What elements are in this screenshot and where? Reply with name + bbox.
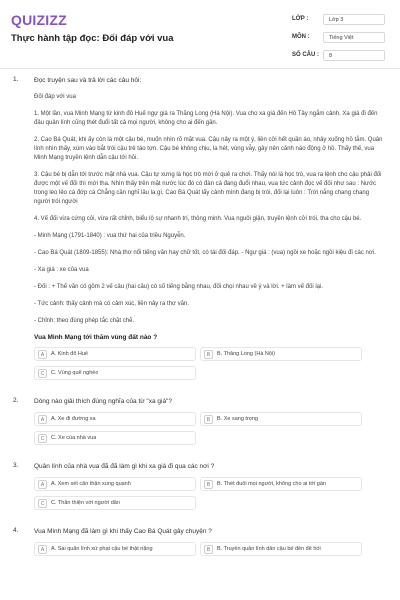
option-letter-badge: B bbox=[204, 415, 213, 424]
option-letter-badge: C bbox=[38, 369, 47, 378]
questions-list bbox=[0, 76, 400, 561]
answer-option-a[interactable] bbox=[34, 477, 196, 491]
meta-label: SỐ CÂU : bbox=[292, 52, 319, 58]
option-letter-badge: B bbox=[204, 545, 213, 554]
option-letter-badge: A bbox=[38, 480, 47, 489]
answer-option-a[interactable] bbox=[34, 412, 196, 426]
question-3 bbox=[0, 462, 400, 515]
answer-option-c[interactable] bbox=[34, 431, 196, 445]
meta-row-count bbox=[292, 47, 392, 63]
worksheet-header bbox=[0, 0, 400, 69]
question-4 bbox=[0, 527, 400, 561]
meta-value-subject: Tiếng Việt bbox=[323, 32, 385, 43]
option-text: B. Thăng Long (Hà Nội) bbox=[217, 351, 275, 357]
meta-label: LỚP : bbox=[292, 16, 309, 22]
answer-options bbox=[34, 347, 386, 385]
glossary-item: - Minh Mạng (1791-1840) : vua thứ hai của triều Nguyễn. bbox=[34, 233, 186, 239]
question-prompt: Vua Minh Mạng tới thăm vùng đất nào ? bbox=[34, 334, 158, 341]
meta-label: MÔN : bbox=[292, 34, 310, 40]
glossary-item: - Tức cảnh: thấy cảnh mà có cảm xúc, liền nảy ra thơ văn. bbox=[34, 301, 189, 307]
question-text: Dòng nào giải thích đúng nghĩa của từ "xa giá"? bbox=[34, 398, 172, 405]
answer-option-b[interactable] bbox=[200, 347, 362, 361]
question-number: 1. bbox=[13, 76, 19, 83]
option-text: B. Truyền quân lính dẫn cậu bé đến để hỏi bbox=[217, 546, 321, 552]
passage-paragraph: 1. Một lần, vua Minh Mạng từ kinh đô Huế ngự giá ra Thăng Long (Hà Nội). Vua cho xa giá đến Hồ Tây ngắm cảnh. Xa giá đi đến đâu quân lính cũng thét đuổi tất cả mọi người, không cho ai đến gần. bbox=[34, 111, 378, 126]
option-letter-badge: A bbox=[38, 415, 47, 424]
meta-value-grade: Lớp 3 bbox=[323, 14, 385, 25]
question-text: Quân lính của nhà vua đã đã làm gì khi xa giá đi qua các nơi ? bbox=[34, 463, 215, 470]
question-1 bbox=[0, 76, 400, 385]
answer-option-b[interactable] bbox=[200, 412, 362, 426]
quizizz-logo: QUIZIZZ bbox=[11, 12, 67, 28]
question-text: Đọc truyện sau và trả lời các câu hỏi: bbox=[34, 77, 142, 84]
option-text: C. Xe của nhà vua bbox=[51, 435, 97, 441]
meta-value-count: 8 bbox=[323, 50, 385, 61]
option-text: C. Vùng quê nghèo bbox=[51, 370, 99, 376]
glossary-item: - Xa giá : xe của vua bbox=[34, 267, 89, 273]
passage-title: Đối đáp với vua bbox=[34, 94, 76, 100]
answer-option-a[interactable] bbox=[34, 542, 196, 556]
option-text: C. Thân thiện với người dân bbox=[51, 500, 120, 506]
question-number: 2. bbox=[13, 397, 19, 404]
option-letter-badge: A bbox=[38, 350, 47, 359]
question-text: Vua Minh Mạng đã làm gì khi thấy Cao Bá Quát gây chuyện ? bbox=[34, 528, 212, 535]
glossary-item: - Cao Bá Quát (1809-1855): Nhà thơ nổi tiếng văn hay chữ tốt, có tài đối đáp. - Ngự giá : (vua) ngồi xe hoặc ngồi kiệu đi các nơi. bbox=[34, 250, 376, 256]
question-2 bbox=[0, 397, 400, 450]
passage-paragraph: 2. Cao Bá Quát, khi ấy còn là một cậu bé, muốn nhìn rõ mặt vua. Cậu nảy ra một ý, liền cởi hết quần áo, nhảy xuống hồ tắm. Quân lính nhìn thấy, xúm vào bắt trói cậu trẻ táo tợn. Cậu bé không chịu, la hét, vùng vẫy, gây nên cảnh náo động ở hồ. Thấy thế, vua Minh Mạng truyền lệnh dẫn cậu tới hỏi. bbox=[34, 137, 383, 161]
option-letter-badge: C bbox=[38, 499, 47, 508]
answer-option-c[interactable] bbox=[34, 366, 196, 380]
answer-option-b[interactable] bbox=[200, 477, 362, 491]
meta-panel bbox=[292, 11, 392, 65]
option-text: B. Thét đuổi mọi người, không cho ai tới gần bbox=[217, 481, 326, 487]
answer-option-a[interactable] bbox=[34, 347, 196, 361]
option-text: A. Kinh đô Huế bbox=[51, 351, 88, 357]
option-letter-badge: C bbox=[38, 434, 47, 443]
meta-row-grade bbox=[292, 11, 392, 27]
option-text: A. Sai quân lính xử phạt cậu bé thật nặng bbox=[51, 546, 153, 552]
option-text: A. Xe đi đường xa bbox=[51, 416, 96, 422]
meta-row-subject bbox=[292, 29, 392, 45]
answer-options bbox=[34, 542, 386, 561]
answer-options bbox=[34, 477, 386, 515]
glossary-item: - Đối : + Thế văn có gồm 2 vế câu (hai câu) có số tiếng bằng nhau, đối chọi nhau về ý và lời. + làm vế đối lại. bbox=[34, 284, 323, 290]
question-number: 3. bbox=[13, 462, 19, 469]
passage-paragraph: 4. Vế đối vừa cứng cỏi, vừa rất chỉnh, biểu lộ sự nhanh trí, thông minh. Vua nguôi giận, truyền lệnh cởi trói, tha cho cậu bé. bbox=[34, 216, 362, 222]
question-number: 4. bbox=[13, 527, 19, 534]
answer-option-c[interactable] bbox=[34, 496, 196, 510]
option-letter-badge: B bbox=[204, 350, 213, 359]
option-letter-badge: A bbox=[38, 545, 47, 554]
page-title: Thực hành tập đọc: Đối đáp với vua bbox=[11, 33, 174, 44]
option-text: B. Xe sang trọng bbox=[217, 416, 258, 422]
glossary-item: - Chỉnh: theo đúng phép tắc chặt chẽ. bbox=[34, 318, 135, 324]
answer-option-b[interactable] bbox=[200, 542, 362, 556]
option-letter-badge: B bbox=[204, 480, 213, 489]
answer-options bbox=[34, 412, 386, 450]
passage-paragraph: 3. Cậu bé bị dẫn tới trước mặt nhà vua. Cậu tự xưng là học trò mới ở quê ra chơi. Thấy nói là học trò, vua ra lệnh cho cậu phải đối được một vế đối thì mới tha. Nhìn thấy trên mặt nước lúc đó có đàn cá đang đuổi nhau, vua tức cảnh đọc vế đối như sau : Nước trong leo lẻo cá đớp cá Chẳng cần nghĩ lâu la gì, Cao Bá Quát lấy cảnh mình đang bị trói, đối lại luôn : Trời nắng chang chang người trói người bbox=[34, 172, 382, 205]
option-text: A. Xem xét cẩn thận xung quanh bbox=[51, 481, 131, 487]
